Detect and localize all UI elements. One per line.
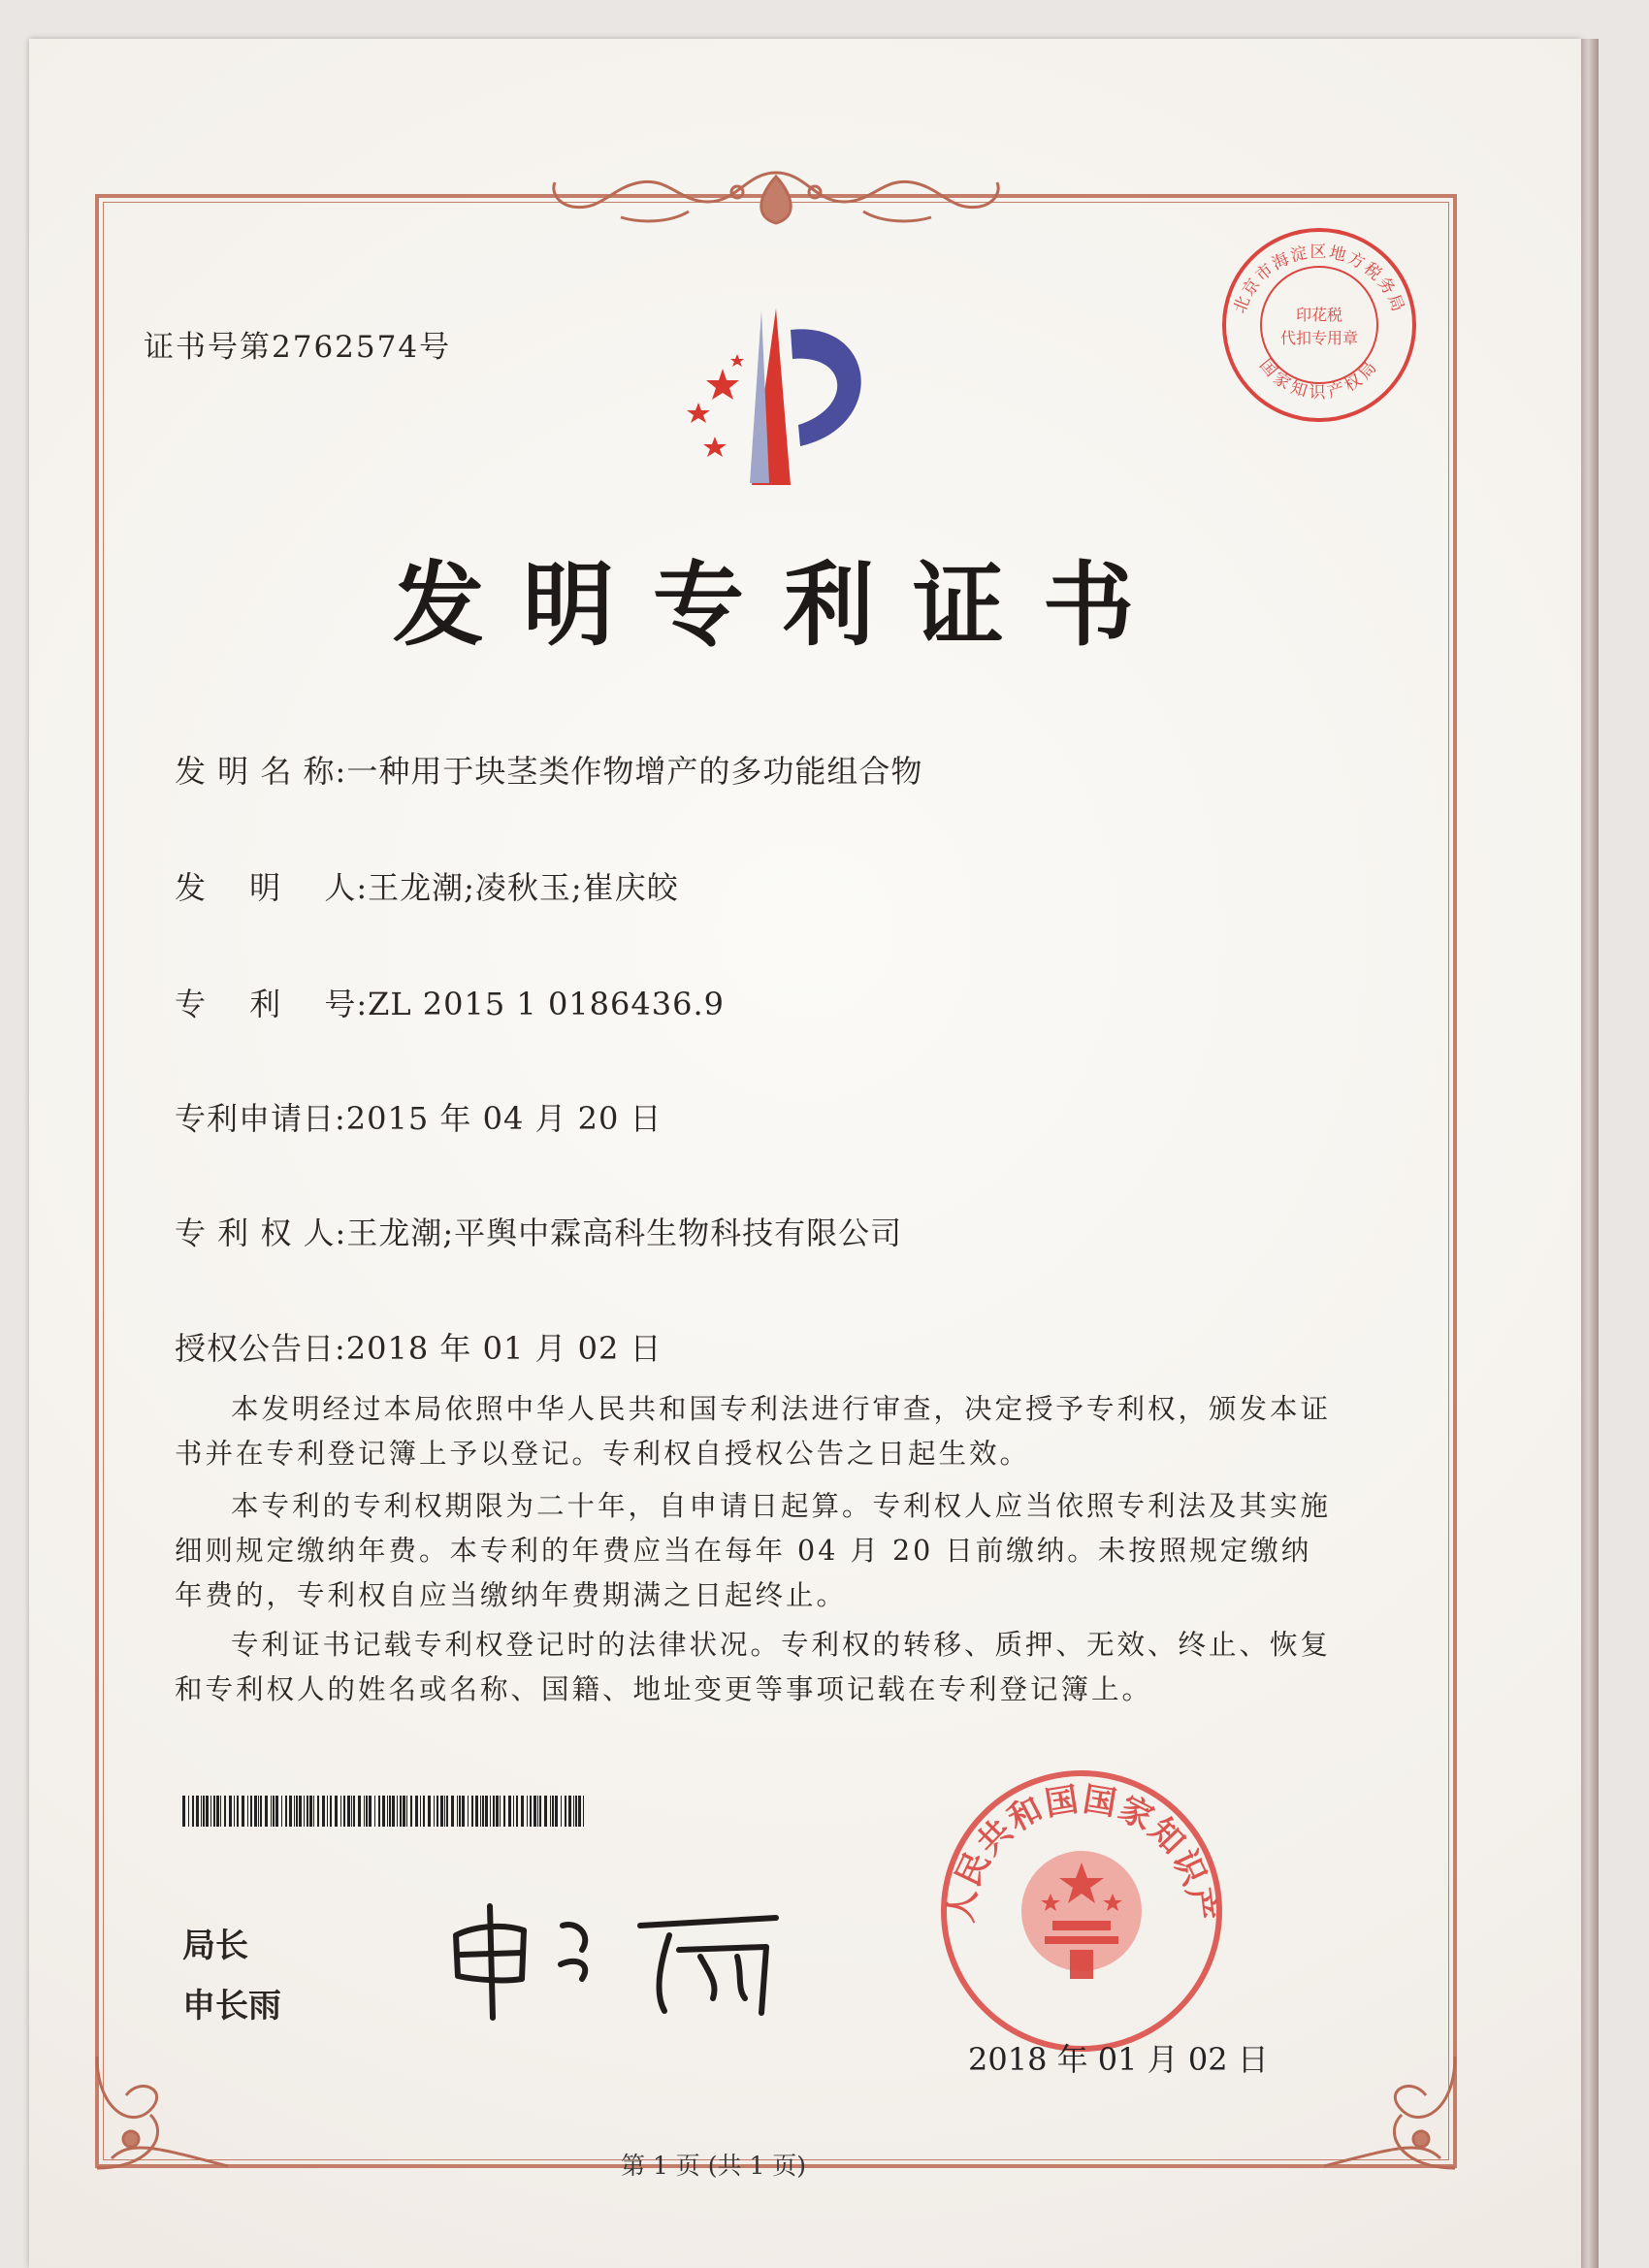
barcode-bar	[254, 1796, 257, 1827]
barcode-bar	[527, 1796, 528, 1827]
barcode-bar	[203, 1796, 205, 1827]
barcode-bar	[351, 1796, 352, 1827]
barcode-bar	[561, 1796, 562, 1827]
barcode-bar	[353, 1796, 355, 1827]
barcode-bar	[340, 1796, 341, 1827]
body-paragraph-3: 专利证书记载专利权登记时的法律状况。专利权的转移、质押、无效、终止、恢复和专利权人的姓名或名称、国籍、地址变更等事项记载在专利登记簿上。	[175, 1629, 1332, 1705]
barcode-bar	[299, 1796, 302, 1827]
barcode-bar	[374, 1796, 375, 1827]
barcode-bar	[578, 1796, 581, 1827]
certificate-number: 证书号第2762574号	[144, 330, 452, 365]
tax-stamp-line1: 印花税	[1295, 306, 1343, 324]
barcode-bar	[216, 1796, 219, 1827]
barcode-bar	[539, 1796, 541, 1827]
director-name: 申长雨	[182, 1987, 281, 2025]
barcode-bar	[220, 1796, 221, 1827]
cover-spine	[1581, 39, 1599, 2268]
barcode-bar	[530, 1796, 532, 1827]
barcode-bar	[565, 1796, 566, 1827]
barcode-bar	[294, 1796, 295, 1827]
barcode-bar	[490, 1796, 491, 1827]
barcode-bar	[347, 1796, 350, 1827]
field-label: 发 明 名 称:	[175, 753, 347, 790]
page-footer: 第 1 页 (共 1 页)	[621, 2152, 807, 2180]
tax-stamp-bottom-text: 国家知识产权局	[1255, 355, 1383, 404]
barcode-bar	[503, 1796, 505, 1827]
field-value: 一种用于块茎类作物增产的多功能组合物	[346, 753, 923, 790]
barcode-bar	[382, 1796, 385, 1827]
field-label: 专 利 权 人:	[175, 1215, 347, 1251]
barcode-bar	[247, 1796, 248, 1827]
barcode-bar	[423, 1796, 425, 1827]
body-paragraph-1: 本发明经过本局依照中华人民共和国专利法进行审查，决定授予专利权，颁发本证书并在专利登记簿上予以登记。专利权自授权公告之日起生效。	[175, 1393, 1332, 1470]
barcode-bar	[335, 1796, 338, 1827]
field-value: 2018 年 01 月 02 日	[345, 1330, 663, 1367]
barcode-bar	[242, 1796, 244, 1827]
barcode-bar	[500, 1796, 501, 1827]
barcode-bar	[289, 1796, 292, 1827]
barcode-bar	[485, 1796, 488, 1827]
barcode-bar	[568, 1796, 571, 1827]
field-value: 王龙潮;凌秋玉;崔庆皎	[368, 869, 679, 906]
field-value: 王龙潮;平舆中霖高科生物科技有限公司	[346, 1215, 903, 1251]
barcode-bar	[366, 1796, 368, 1827]
barcode-bar	[317, 1796, 319, 1827]
barcode-bar	[583, 1796, 584, 1827]
seal-date: 2018 年 01 月 02 日	[968, 2041, 1269, 2078]
barcode-bar	[434, 1796, 435, 1827]
barcode-bar	[508, 1796, 511, 1827]
field-value: ZL 2015 1 0186436.9	[368, 986, 725, 1022]
barcode-bar	[493, 1796, 495, 1827]
barcode-bar	[513, 1796, 514, 1827]
director-title: 局长	[182, 1927, 248, 1965]
barcode-bar	[330, 1796, 332, 1827]
barcode-bar	[397, 1796, 398, 1827]
barcode	[182, 1796, 585, 1827]
barcode-bar	[196, 1796, 199, 1827]
barcode-bar	[436, 1796, 438, 1827]
barcode-bar	[281, 1796, 282, 1827]
barcode-bar	[516, 1796, 518, 1827]
barcode-bar	[358, 1796, 361, 1827]
barcode-bar	[210, 1796, 211, 1827]
barcode-bar	[250, 1796, 252, 1827]
barcode-bar	[378, 1796, 380, 1827]
barcode-bar	[229, 1796, 232, 1827]
barcode-bar	[403, 1796, 405, 1827]
barcode-bar	[260, 1796, 262, 1827]
field-label: 专 利 号:	[175, 986, 369, 1022]
barcode-bar	[555, 1796, 558, 1827]
barcode-bar	[475, 1796, 478, 1827]
seal-text: 人民共和国国家知识产	[941, 1779, 1222, 1926]
barcode-bar	[296, 1796, 298, 1827]
patent-office-logo	[655, 301, 897, 495]
barcode-bar	[537, 1796, 538, 1827]
barcode-bar	[343, 1796, 345, 1827]
barcode-bar	[573, 1796, 574, 1827]
tax-stamp-outer-text: 北京市海淀区地方税务局	[1230, 243, 1408, 316]
barcode-bar	[275, 1796, 278, 1827]
barcode-bar	[304, 1796, 305, 1827]
field-patentee	[175, 1209, 902, 1253]
barcode-bar	[482, 1796, 484, 1827]
barcode-bar	[400, 1796, 402, 1827]
cnipa-official-seal	[936, 1766, 1227, 2060]
field-grant-date	[175, 1324, 663, 1369]
barcode-bar	[271, 1796, 272, 1827]
barcode-bar	[534, 1796, 536, 1827]
field-patent-number	[175, 980, 725, 1024]
barcode-bar	[387, 1796, 388, 1827]
corner-ornament-bottom-right	[1314, 2052, 1460, 2173]
tax-stamp-seal	[1217, 223, 1421, 431]
barcode-bar	[521, 1796, 524, 1827]
barcode-bar	[420, 1796, 421, 1827]
barcode-bar	[182, 1796, 185, 1827]
certificate-title: 发明专利证书	[393, 552, 1174, 659]
barcode-bar	[201, 1796, 202, 1827]
barcode-bar	[213, 1796, 215, 1827]
corner-ornament-bottom-left	[92, 2052, 238, 2173]
barcode-bar	[457, 1796, 458, 1827]
tax-stamp-line2: 代扣专用章	[1279, 329, 1359, 347]
barcode-bar	[389, 1796, 391, 1827]
barcode-bar	[313, 1796, 314, 1827]
barcode-bar	[237, 1796, 239, 1827]
top-ornament	[543, 163, 1009, 231]
barcode-bar	[451, 1796, 454, 1827]
barcode-bar	[446, 1796, 448, 1827]
barcode-bar	[459, 1796, 461, 1827]
field-inventors	[175, 863, 679, 908]
barcode-bar	[258, 1796, 259, 1827]
barcode-bar	[307, 1796, 308, 1827]
barcode-bar	[550, 1796, 551, 1827]
barcode-bar	[575, 1796, 577, 1827]
barcode-bar	[309, 1796, 312, 1827]
barcode-bar	[480, 1796, 481, 1827]
barcode-bar	[410, 1796, 412, 1827]
field-application-date	[175, 1094, 663, 1139]
barcode-bar	[234, 1796, 235, 1827]
field-label: 发 明 人:	[175, 869, 369, 906]
barcode-bar	[364, 1796, 365, 1827]
field-value: 2015 年 04 月 20 日	[345, 1100, 663, 1137]
barcode-bar	[322, 1796, 325, 1827]
barcode-bar	[462, 1796, 465, 1827]
barcode-bar	[552, 1796, 554, 1827]
barcode-bar	[192, 1796, 194, 1827]
barcode-bar	[440, 1796, 443, 1827]
barcode-bar	[224, 1796, 226, 1827]
barcode-bar	[428, 1796, 431, 1827]
barcode-bar	[544, 1796, 547, 1827]
barcode-bar	[206, 1796, 209, 1827]
barcode-bar	[392, 1796, 395, 1827]
barcode-bar	[471, 1796, 473, 1827]
barcode-bar	[273, 1796, 275, 1827]
barcode-bar	[369, 1796, 372, 1827]
barcode-bar	[327, 1796, 328, 1827]
barcode-bar	[285, 1796, 287, 1827]
field-label: 专利申请日:	[175, 1100, 346, 1137]
barcode-bar	[468, 1796, 469, 1827]
body-paragraph-2: 本专利的专利权期限为二十年，自申请日起算。专利权人应当依照专利法及其实施细则规定缴纳年费。本专利的年费应当在每年 04 月 20 日前缴纳。未按照规定缴纳年费的，专利权自应当缴纳年费期满之日起终止。	[175, 1490, 1332, 1611]
director-signature	[446, 1896, 795, 2026]
barcode-bar	[415, 1796, 418, 1827]
barcode-bar	[496, 1796, 499, 1827]
barcode-bar	[188, 1796, 189, 1827]
certificate-inner-border	[103, 202, 1449, 2160]
barcode-bar	[265, 1796, 268, 1827]
svg-text:国家知识产权局	[1255, 356, 1383, 404]
field-label: 授权公告日:	[175, 1330, 346, 1367]
field-invention-name	[175, 747, 922, 792]
barcode-bar	[444, 1796, 445, 1827]
barcode-bar	[406, 1796, 407, 1827]
